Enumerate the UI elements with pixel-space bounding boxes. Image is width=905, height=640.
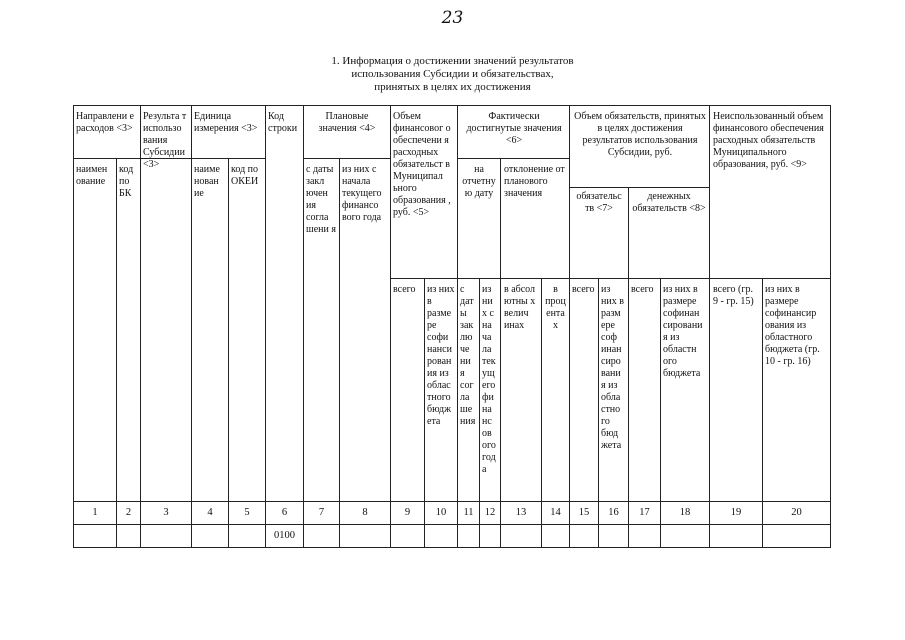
header-volume-fin: Объем финансовог о обеспечени я расходных обязательст в Муниципал ьного образования , руб. <5> <box>393 111 451 218</box>
header-un-total: всего (гр. 9 - гр. 15) <box>713 284 754 307</box>
header-direction: Направлени е расходов <3> <box>76 111 134 134</box>
column-number: 14 <box>550 507 561 518</box>
title-line: 1. Информация о достижении значений результатов <box>331 55 574 67</box>
header-unused: Неиспользованный объем финансового обеспечения расходных обязательств Муниципального образования, руб. <9> <box>713 111 824 170</box>
row-code: 0100 <box>274 530 295 541</box>
header-okei: код по ОКЕИ <box>231 164 259 187</box>
header-obl-total: всего <box>572 284 595 295</box>
header-name: наимен ование <box>76 164 108 187</box>
header-om-cofin: из них в размере софинан сирования из областн ого бюджета <box>663 284 703 379</box>
column-number: 7 <box>318 507 325 518</box>
column-number: 8 <box>362 507 368 518</box>
column-number: 15 <box>578 507 590 518</box>
header-plan-start: из них с начала текущего финансо вого года <box>342 164 382 223</box>
header-unit: Единица измерения <3> <box>194 111 258 134</box>
column-number: 18 <box>679 507 691 518</box>
header-om-total: всего <box>631 284 654 295</box>
header-dev-abs: в абсол ютны х велич инах <box>504 284 536 331</box>
header-obligations: Объем обязательств, принятых в целях достижения результатов использования Субсидии, руб. <box>574 111 706 158</box>
header-vf-cofin: из них в разме ре софи нанси рован ия из облас тного бюдж ета <box>427 284 455 427</box>
title-line: принятых в целях их достижения <box>374 81 531 93</box>
column-number: 2 <box>125 507 132 518</box>
column-number: 12 <box>484 507 496 518</box>
column-number: 1 <box>92 507 98 518</box>
header-deviation: отклонение от планового значения <box>504 164 565 199</box>
column-number: 3 <box>163 507 169 518</box>
header-result: Результа т использо вания Субсидии <3> <box>143 111 187 170</box>
column-number: 20 <box>791 507 802 518</box>
header-kbk: код по БК <box>119 164 134 199</box>
header-unit-name: наиме нован ие <box>194 164 220 199</box>
header-fact-d1: с дат ы зак лю че ни я сог ла ше ния <box>460 284 476 427</box>
header-dev-pct: в процента х <box>545 284 566 331</box>
header-un-cofin: из них в размере софинансир ования из областного бюджета (гр. 10 - гр. 16) <box>765 284 820 367</box>
header-fact-d2: из ни х с на ча ла тек ущ его фи на нс ов ого год а <box>482 284 496 475</box>
header-plan: Плановые значения <4> <box>318 111 376 134</box>
column-number: 9 <box>404 507 411 518</box>
page-number: 23 <box>441 8 464 28</box>
header-code: Код строки <box>268 111 298 134</box>
column-number: 5 <box>244 507 250 518</box>
header-plan-date: с даты закл ючен ия согла шени я <box>306 164 336 235</box>
header-obl-cofin: из них в разм ере соф инан сиро вани я из обла стно го бюд жета <box>601 284 624 451</box>
column-number: 4 <box>207 507 213 518</box>
header-obl-obl: обязательс тв <7> <box>576 191 622 214</box>
header-fact: Фактически достигнутые значения <6> <box>466 111 562 146</box>
header-vf-total: всего <box>393 284 416 295</box>
column-number: 10 <box>435 507 447 518</box>
column-number: 16 <box>608 507 619 518</box>
column-number: 17 <box>639 507 650 518</box>
column-number: 6 <box>281 507 288 518</box>
column-number: 19 <box>730 507 742 518</box>
title-line: использования Субсидии и обязательствах, <box>351 68 554 80</box>
header-fact-date: на отчетну ю дату <box>462 164 496 199</box>
column-number: 13 <box>515 507 527 518</box>
column-number: 11 <box>463 507 474 518</box>
header-obl-money: денежных обязательств <8> <box>632 191 706 214</box>
